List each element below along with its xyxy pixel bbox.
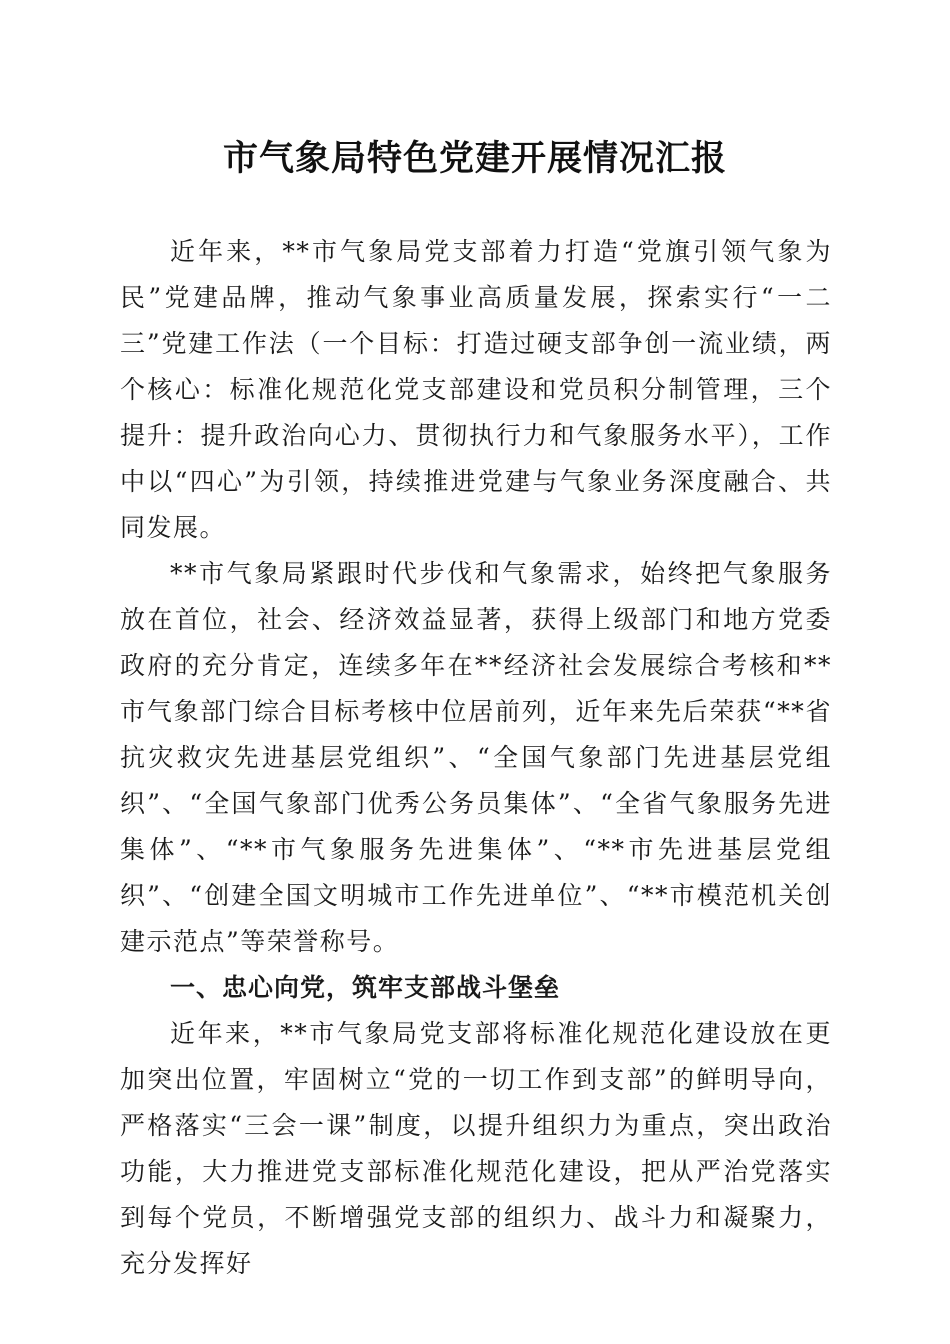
paragraph-section-1: 近年来，**市气象局党支部将标准化规范化建设放在更加突出位置，牢固树立“党的一切工作到支部”的鲜明导向，严格落实“三会一课”制度，以提升组织力为重点，突出政治功能，大力推进党支部标准化规范化建设，把从严治党落实到每个党员，不断增强党支部的组织力、战斗力和凝聚力，充分发挥好 (120, 1019, 832, 1278)
paragraph-achievements: **市气象局紧跟时代步伐和气象需求，始终把气象服务放在首位，社会、经济效益显著，获得上级部门和地方党委政府的充分肯定，连续多年在**经济社会发展综合考核和**市气象部门综合目标考核中位居前列，近年来先后荣获“**省抗灾救灾先进基层党组织”、“全国气象部门先进基层党组织”、“全国气象部门优秀公务员集体”、“全省气象服务先进集体”、“**市气象服务先进集体”、“**市先进基层党组织”、“创建全国文明城市工作先进单位”、“**市模范机关创建示范点”等荣誉称号。 (120, 559, 832, 956)
document-title: 市气象局特色党建开展情况汇报 (222, 138, 727, 179)
paragraph-intro: 近年来，**市气象局党支部着力打造“党旗引领气象为民”党建品牌，推动气象事业高质量发展，探索实行“一二三”党建工作法（一个目标：打造过硬支部争创一流业绩，两个核心：标准化规范化党支部建设和党员积分制管理，三个提升：提升政治向心力、贯彻执行力和气象服务水平），工作中以“四心”为引领，持续推进党建与气象业务深度融合、共同发展。 (120, 237, 832, 542)
document-body (120, 229, 832, 1287)
section-heading-1: 一、忠心向党，筑牢支部战斗堡垒 (170, 973, 561, 1002)
